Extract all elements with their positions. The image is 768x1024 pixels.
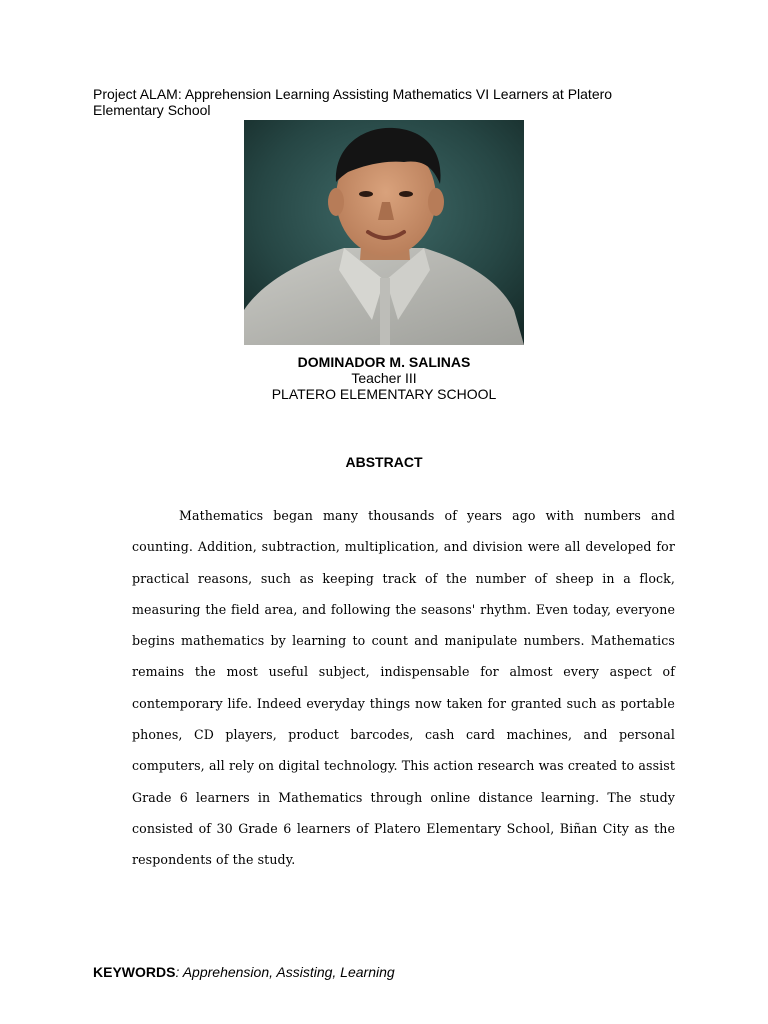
abstract-body: Mathematics began many thousands of years ago with numbers and counting. Addition, subtraction, multiplication, and division were all developed for practical reasons, such as keeping track of the number of sheep in a flock, measuring the field area, and following the seasons' rhythm. Even today, everyone begins mathematics by learning to count and manipulate numbers. Mathematics remains the most useful subject, indispensable for almost every aspect of contemporary life. Indeed everyday things now taken for granted such as portable phones, CD players, product barcodes, cash card machines, and personal computers, all rely on digital technology. This action research was created to assist Grade 6 learners in Mathematics through online distance learning. The study consisted of 30 Grade 6 learners of Platero Elementary School, Biñan City as the respondents of the study. [132,508,675,868]
abstract-heading: ABSTRACT [345,454,423,470]
author-info [0,354,768,402]
author-school: PLATERO ELEMENTARY SCHOOL [271,386,497,402]
author-photo [244,120,524,345]
keywords-values: : Apprehension, Assisting, Learning [175,964,395,980]
author-position: Teacher III [351,370,417,386]
keywords-line [93,964,395,980]
document-title: Project ALAM: Apprehension Learning Assisting Mathematics VI Learners at Platero Elementary School [93,86,613,118]
keywords-label: KEYWORDS [93,964,176,980]
author-name: DOMINADOR M. SALINAS [297,354,471,370]
